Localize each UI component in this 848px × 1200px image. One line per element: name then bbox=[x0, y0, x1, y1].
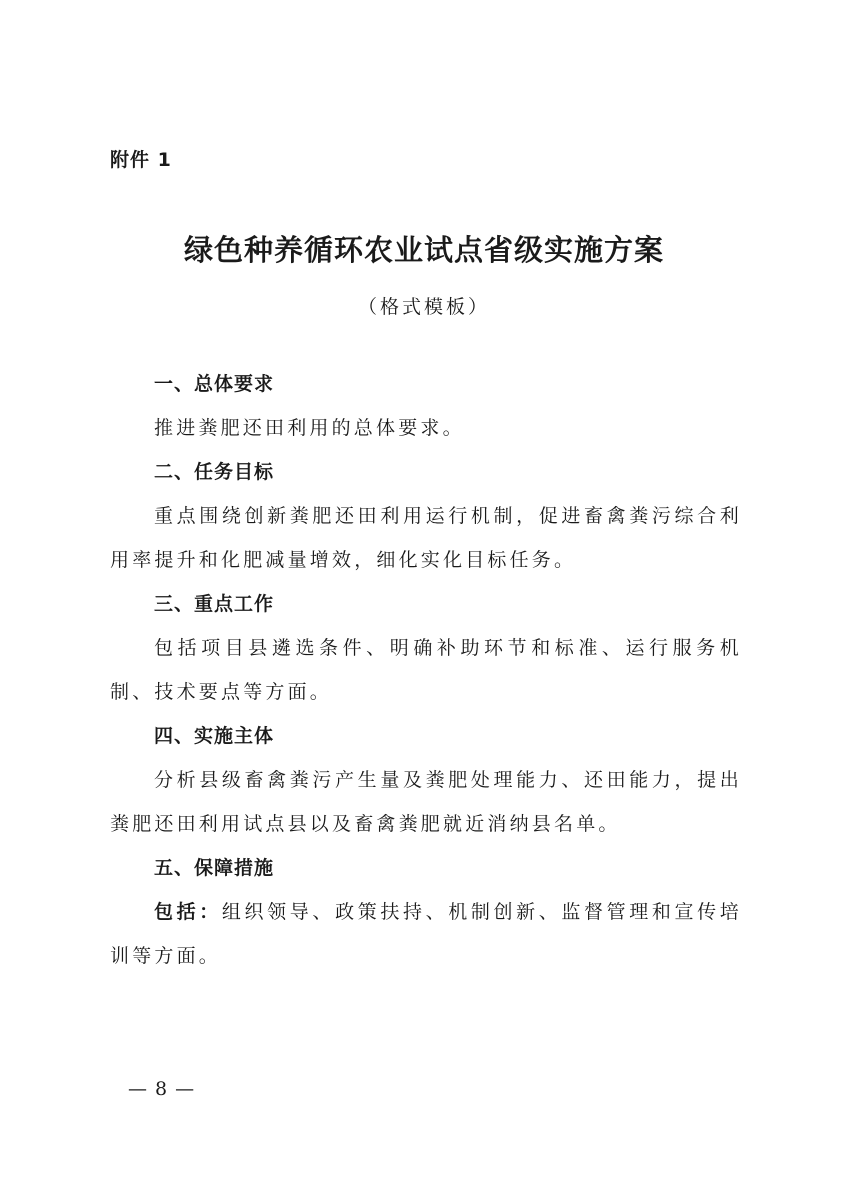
document-title: 绿色种养循环农业试点省级实施方案 bbox=[183, 233, 664, 267]
page-number: — 8 — bbox=[128, 1078, 196, 1100]
safeguard-body-text: 组织领导、政策扶持、机制创新、监督管理和宣传培训等方面。 bbox=[110, 901, 742, 967]
section-heading-implementing-entities: 四、实施主体 bbox=[154, 725, 275, 747]
section-body-general-requirements: 推进粪肥还田利用的总体要求。 bbox=[154, 417, 465, 439]
document-subtitle: （格式模板） bbox=[357, 296, 490, 318]
safeguard-lead-text: 包括： bbox=[154, 901, 222, 923]
section-body-task-goals: 重点围绕创新粪肥还田利用运行机制，促进畜禽粪污综合利用率提升和化肥减量增效，细化实化目标任务。 bbox=[110, 505, 742, 571]
section-heading-key-work: 三、重点工作 bbox=[154, 593, 275, 615]
section-heading-general-requirements: 一、总体要求 bbox=[154, 373, 275, 395]
section-body-key-work: 包括项目县遴选条件、明确补助环节和标准、运行服务机制、技术要点等方面。 bbox=[110, 637, 742, 703]
attachment-label: 附件 1 bbox=[110, 149, 172, 171]
section-body-implementing-entities: 分析县级畜禽粪污产生量及粪肥处理能力、还田能力，提出粪肥还田利用试点县以及畜禽粪肥就近消纳县名单。 bbox=[110, 769, 742, 835]
document-body bbox=[110, 362, 742, 978]
section-heading-safeguard-measures: 五、保障措施 bbox=[154, 857, 275, 879]
section-heading-task-goals: 二、任务目标 bbox=[154, 461, 275, 483]
section-body-safeguard-measures bbox=[110, 890, 742, 978]
